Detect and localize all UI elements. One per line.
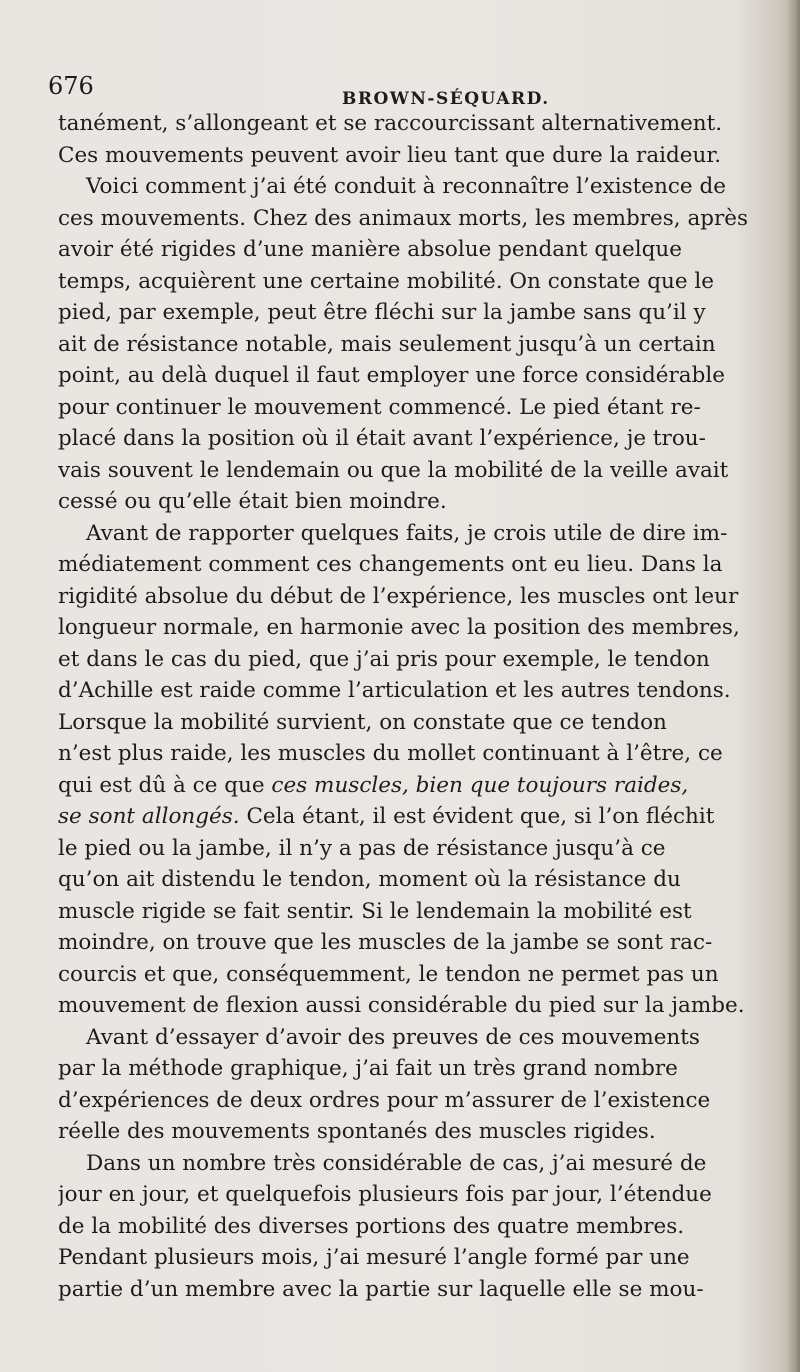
text-line: Ces mouvements peuvent avoir lieu tant que dure la raideur. [58,142,722,168]
text-line: tanément, s’allongeant et se raccourcissant alternativement. [58,111,723,136]
text-line: mouvement de flexion aussi considérable du pied sur la jambe. [58,993,745,1018]
text-line: se sont allongés. Cela étant, il est évident que, si l’on fléchit [58,804,715,829]
text-line: médiatement comment ces changements ont eu lieu. Dans la [58,552,723,577]
text-line: Voici comment j’ai été conduit à reconnaître l’existence de [86,174,726,199]
text-line: jour en jour, et quelquefois plusieurs fois par jour, l’étendue [58,1182,712,1207]
text-line: longueur normale, en harmonie avec la position des membres, [58,615,740,640]
text-line: pied, par exemple, peut être fléchi sur la jambe sans qu’il y [58,300,706,325]
page-number: 676 [48,72,94,100]
text-line: point, au delà duquel il faut employer une force considérable [58,363,725,388]
text-line: le pied ou la jambe, il n’y a pas de résistance jusqu’à ce [58,835,666,861]
text-line: qui est dû à ce que ces muscles, bien que toujours raides, [58,772,689,798]
text-line: Dans un nombre très considérable de cas, j’ai mesuré de [86,1150,707,1176]
text-line: de la mobilité des diverses portions des quatre membres. [58,1213,685,1239]
text-line: pour continuer le mouvement commencé. Le pied étant re- [58,394,701,420]
text-line: ait de résistance notable, mais seulement jusqu’à un certain [58,331,716,357]
body-text [58,108,778,1305]
text-line: rigidité absolue du début de l’expérience, les muscles ont leur [58,583,739,609]
text-line: cessé ou qu’elle était bien moindre. [58,489,447,514]
text-line: n’est plus raide, les muscles du mollet continuant à l’être, ce [58,741,723,766]
text-line: partie d’un membre avec la partie sur laquelle elle se mou- [58,1276,704,1302]
text-line: Avant d’essayer d’avoir des preuves de ces mouvements [86,1024,700,1050]
text-line: par la méthode graphique, j’ai fait un très grand nombre [58,1056,678,1081]
text-line: Lorsque la mobilité survient, on constate que ce tendon [58,709,667,735]
text-line: vais souvent le lendemain ou que la mobilité de la veille avait [58,457,729,483]
page-edge-shadow [786,0,800,1372]
text-line: qu’on ait distendu le tendon, moment où la résistance du [58,867,681,892]
text-line: placé dans la position où il était avant l’expérience, je trou- [58,426,706,451]
text-line: Pendant plusieurs mois, j’ai mesuré l’angle formé par une [58,1245,690,1270]
text-line: et dans le cas du pied, que j’ai pris pour exemple, le tendon [58,646,710,672]
text-line: Avant de rapporter quelques faits, je crois utile de dire im- [86,520,728,546]
text-line: réelle des mouvements spontanés des muscles rigides. [58,1119,656,1144]
text-line: moindre, on trouve que les muscles de la jambe se sont rac- [58,930,713,955]
text-line: temps, acquièrent une certaine mobilité. On constate que le [58,268,714,294]
text-line: muscle rigide se fait sentir. Si le lendemain la mobilité est [58,898,692,924]
running-head: BROWN-SÉQUARD. [342,89,550,109]
text-line: d’expériences de deux ordres pour m’assurer de l’existence [58,1087,711,1113]
text-line: courcis et que, conséquemment, le tendon ne permet pas un [58,961,719,987]
text-line: d’Achille est raide comme l’articulation et les autres tendons. [58,678,731,703]
text-line: avoir été rigides d’une manière absolue pendant quelque [58,237,682,262]
text-line: ces mouvements. Chez des animaux morts, les membres, après [58,205,749,231]
